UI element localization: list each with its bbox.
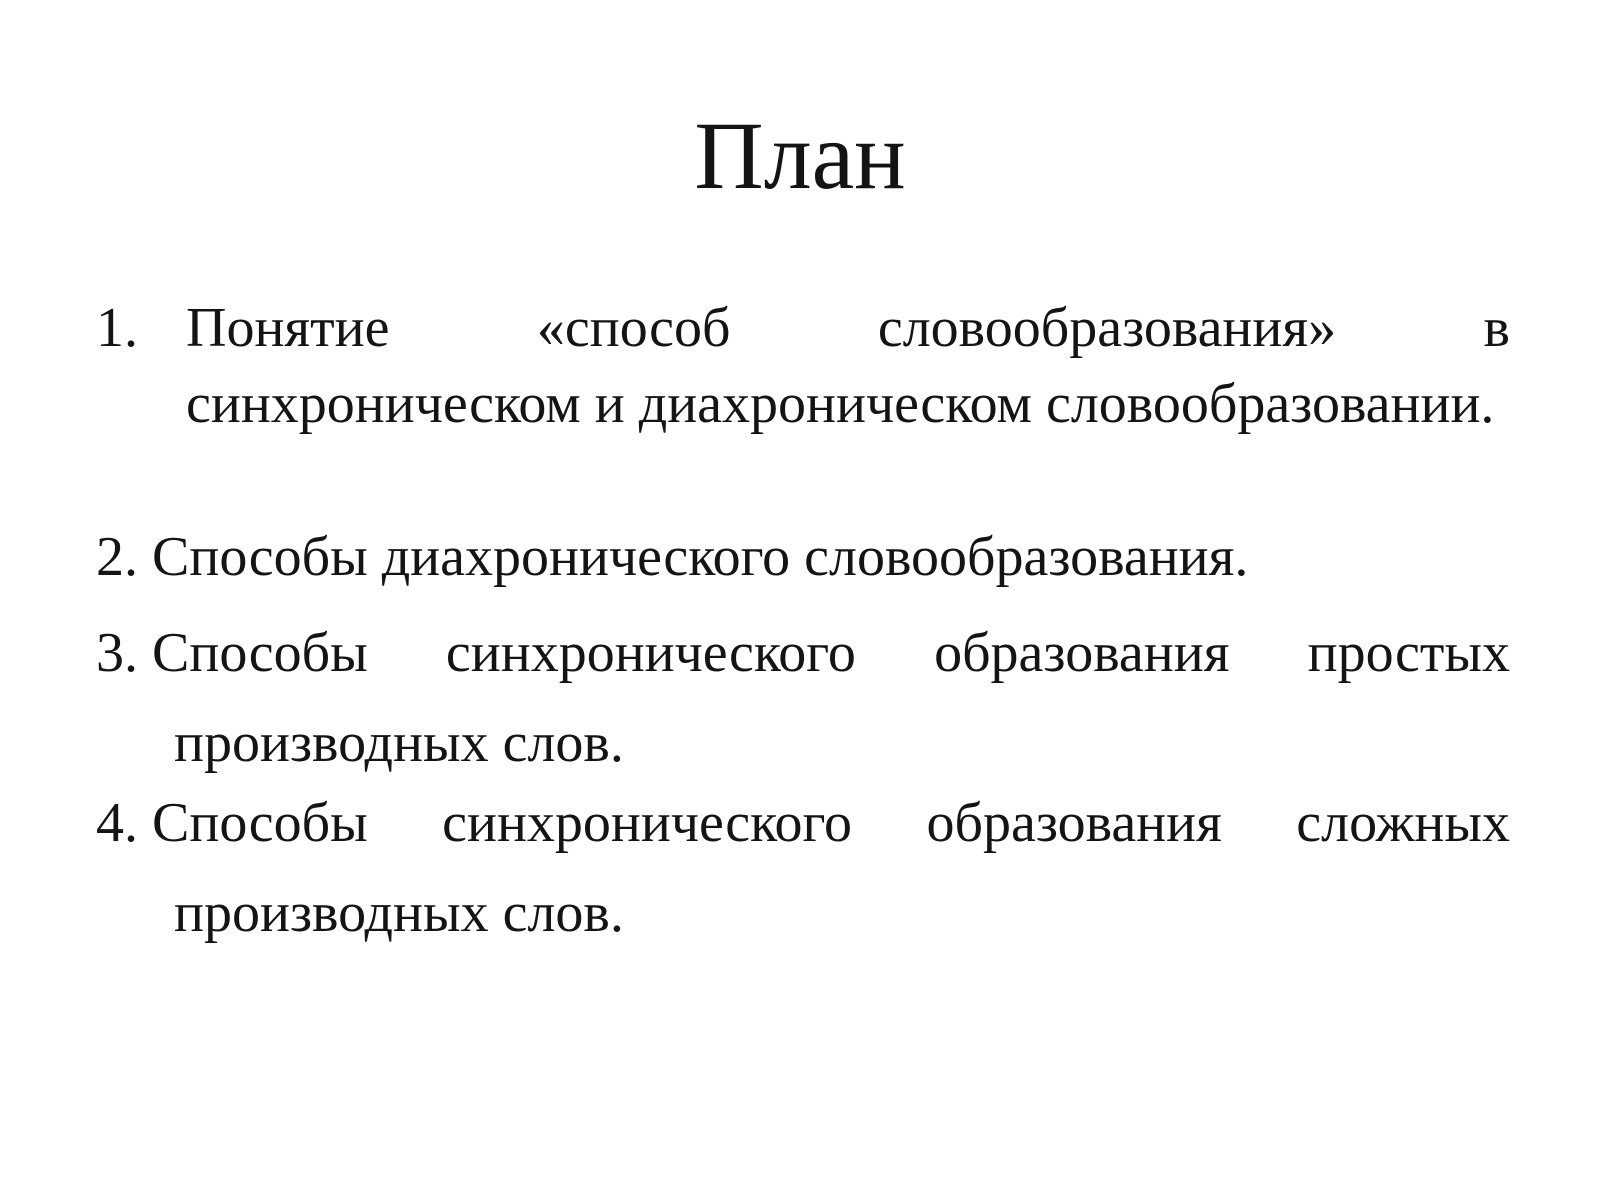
plan-item-2: [96, 522, 1510, 592]
plan-item-number: 2.: [96, 526, 138, 588]
plan-item-number: 3.: [96, 622, 138, 684]
plan-item-text: Способы диахронического словообразования.: [152, 526, 1249, 588]
plan-item-number: 1.: [96, 297, 138, 359]
plan-item-line: [96, 522, 1510, 592]
plan-item-continuation: производных слов.: [174, 882, 624, 944]
plan-item-text: Способы синхронического образования сложных: [152, 792, 1510, 854]
plan-item-3: [96, 608, 1510, 788]
plan-item-text: Понятие «способ словообразования» в синхроническом и диахроническом словообразовании.: [186, 297, 1510, 435]
plan-item-line: [96, 608, 1510, 698]
plan-item-1: [96, 290, 1510, 442]
plan-item-number: 4.: [96, 792, 138, 854]
plan-item-4: [96, 778, 1510, 958]
plan-item-line: [96, 778, 1510, 868]
plan-item-continuation: производных слов.: [174, 712, 624, 774]
plan-item-text: Способы синхронического образования простых: [152, 622, 1510, 684]
slide-title: План: [694, 102, 906, 209]
